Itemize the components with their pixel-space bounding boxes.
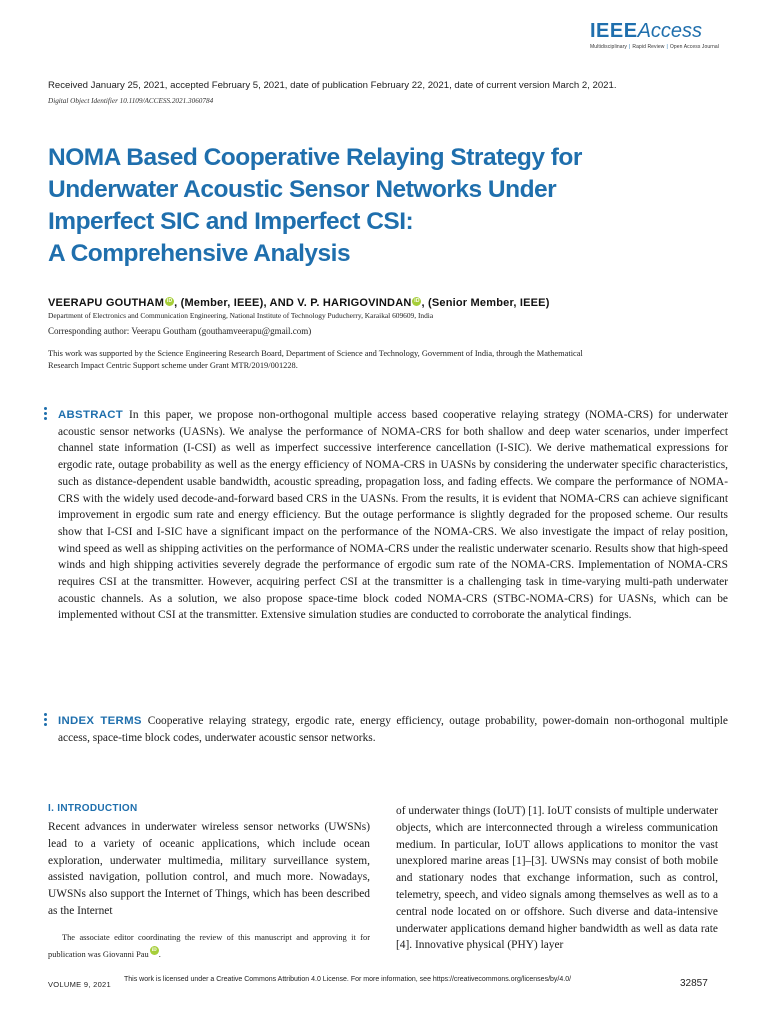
section-heading: I. INTRODUCTION bbox=[48, 803, 138, 814]
intro-left-column: Recent advances in underwater wireless sensor networks (UWSNs) lead to a variety of oceanic applications, which include ocean exploration, underwater multimedia, military surveillance system, assisted navigation, pollution control, and much more. Nowadays, UWSNs also support the Internet of Things, which has been described as the Internet bbox=[48, 821, 370, 917]
index-terms-label: INDEX TERMS bbox=[58, 715, 142, 727]
received-dates: Received January 25, 2021, accepted February 5, 2021, date of publication February 22, 2021, date of current version March 2, 2021. bbox=[48, 80, 617, 91]
ieee-access-logo bbox=[590, 20, 725, 50]
tagline-item: Rapid Review bbox=[632, 44, 665, 50]
logo-tagline: Multidisciplinary | Rapid Review | Open Access Journal bbox=[590, 44, 720, 50]
funding-note: This work was supported by the Science Engineering Research Board, Department of Science and Technology, Government of India, through the Mathematical Research Impact Centric Support scheme under Grant MTR/2019/001228. bbox=[48, 349, 583, 370]
page-number: 32857 bbox=[680, 978, 708, 989]
footer-license: This work is licensed under a Creative Commons Attribution 4.0 License. For more information, see https://creativecommons.org/licenses/by/4.0/ bbox=[124, 976, 572, 983]
title-line: Imperfect SIC and Imperfect CSI: bbox=[48, 208, 414, 235]
abstract bbox=[58, 407, 728, 624]
section-marker-icon bbox=[44, 407, 50, 422]
index-terms bbox=[58, 713, 728, 746]
paper-title bbox=[48, 142, 668, 270]
affiliation: Department of Electronics and Communication Engineering, National Institute of Technology Puducherry, Karaikal 609609, India bbox=[48, 311, 434, 320]
abstract-label: ABSTRACT bbox=[58, 409, 124, 421]
author-role: , (Member, IEEE), AND V. P. HARIGOVINDAN bbox=[174, 297, 412, 309]
abstract-text: In this paper, we propose non-orthogonal multiple access based cooperative relaying strategy (NOMA-CRS) for underwater acoustic sensor networks (UASNs). We analyse the performance of NOMA-CRS for both shallow and deep water scenarios, under imperfect channel state information (I-CSI) as well as imperfect successive interference cancellation (I-SIC). We derive mathematical expressions for ergodic rate, outage probability as well as the energy efficiency of NOMA-CRS in UASNs by considering the underwater specific characteristics, such as distance-dependent usable bandwidth, acoustic spreading, propagation loss, and fading effects. We compare the performance of NOMA-CRS with the widely used decode-and-forward based CRS in the UASNs. From the results, it is evident that NOMA-CRS can achieve significant improvement in ergodic sum rate and energy efficiency. But the outage performance is slightly degraded for the proposed scheme. Our results show that I-CSI and I-SIC have a significant impact on the performance of the NOMA-CRS. We also investigate the impact of relay position, wind speed as well as shipping activities on the performance of NOMA-CRS under the realistic underwater scenario. Results show that high-speed winds and high shipping activities severely degrade the performance of ergodic sum rate of the NOMA-CRS. Implementation of NOMA-CRS requires CSI at the transmitter. However, acquiring perfect CSI at the transmitter is a challenging task in time-varying multi-path underwater acoustic channels. As a solution, we also propose space-time block coded NOMA-CRS (STBC-NOMA-CRS) for UASNs, which can be implemented without CSI at the transmitter. Extensive simulation studies are conducted to corroborate the analytical findings. bbox=[58, 409, 728, 622]
orcid-icon[interactable]: iD bbox=[151, 948, 157, 953]
footnote bbox=[48, 929, 370, 963]
tagline-item: Multidisciplinary bbox=[590, 44, 627, 50]
author-name: VEERAPU GOUTHAM bbox=[48, 297, 165, 309]
title-line: NOMA Based Cooperative Relaying Strategy for bbox=[48, 144, 582, 171]
logo-brand: IEEE bbox=[590, 20, 638, 42]
author-line bbox=[48, 297, 550, 309]
author-role: , (Senior Member, IEEE) bbox=[421, 297, 550, 309]
title-line: A Comprehensive Analysis bbox=[48, 240, 351, 267]
section-marker-icon bbox=[44, 713, 50, 728]
doi-line: Digital Object Identifier 10.1109/ACCESS.2021.3060784 bbox=[48, 97, 214, 105]
orcid-icon[interactable]: iD bbox=[166, 298, 173, 304]
orcid-icon[interactable]: iD bbox=[414, 298, 420, 304]
footer-volume: VOLUME 9, 2021 bbox=[48, 980, 111, 989]
intro-right-column: of underwater things (IoUT) [1]. IoUT consists of multiple underwater objects, which are interconnected through a wireless communication medium. In particular, IoUT allows applications to monitor the vast unexplored marine areas [1]–[3]. UWSNs may consist of both mobile and stationary nodes that exchange information, such as control, telemetry, speech, and video signals among themselves as well as to a central node located on or offshore. Such diverse and data-intensive underwater applications demand higher bandwidth as well as data rate [4]. Innovative physical (PHY) layer bbox=[396, 805, 718, 952]
tagline-item: Open Access Journal bbox=[669, 44, 720, 50]
corresponding-author: Corresponding author: Veerapu Goutham (gouthamveerapu@gmail.com) bbox=[48, 326, 312, 336]
title-line: Underwater Acoustic Sensor Networks Under bbox=[48, 176, 557, 203]
footnote-end: . bbox=[158, 950, 161, 959]
footnote-text: The associate editor coordinating the review of this manuscript and approving it for publication was Giovanni Pau bbox=[48, 933, 370, 959]
index-terms-text: Cooperative relaying strategy, ergodic rate, energy efficiency, outage probability, power-domain non-orthogonal multiple access, space-time block codes, underwater acoustic sensor networks. bbox=[58, 715, 728, 744]
logo-product: Access bbox=[637, 20, 703, 42]
